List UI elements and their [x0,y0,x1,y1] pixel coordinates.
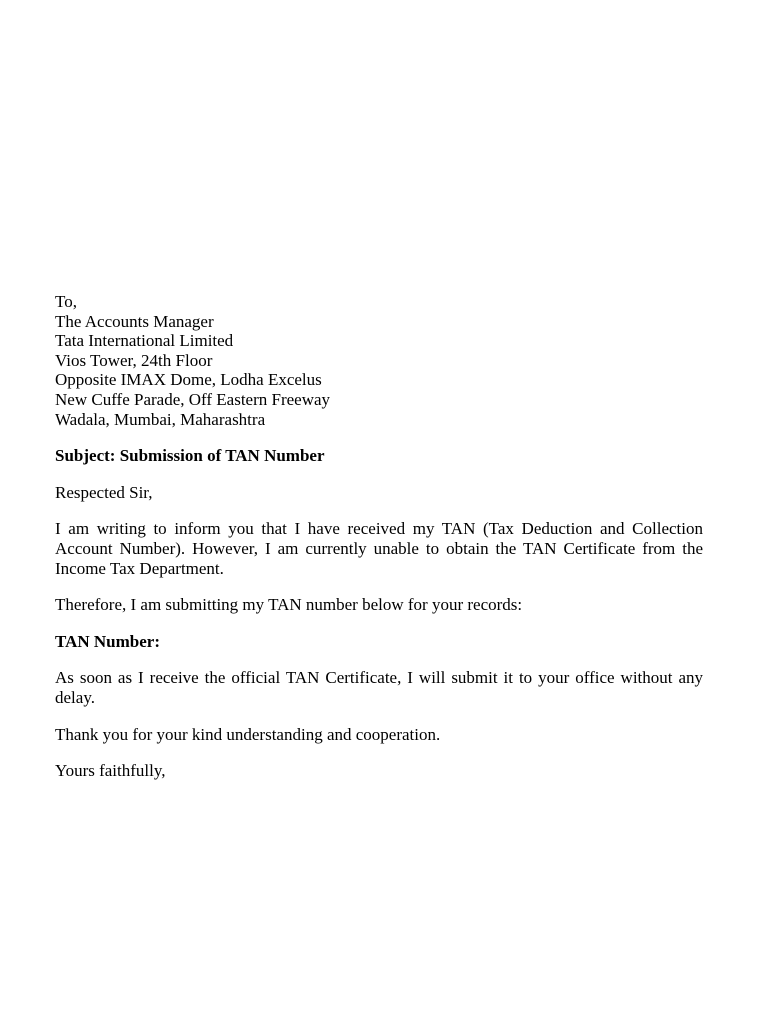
recipient-address [55,292,703,429]
body-paragraph-1: I am writing to inform you that I have received my TAN (Tax Deduction and Collection Account Number). However, I am currently unable to obtain the TAN Certificate from the Income Tax Department. [55,519,703,578]
body-paragraph-3: As soon as I receive the official TAN Certificate, I will submit it to your office without any delay. [55,668,703,707]
address-line: New Cuffe Parade, Off Eastern Freeway [55,389,331,409]
address-line: Opposite IMAX Dome, Lodha Excelus [55,370,322,390]
address-line: Vios Tower, 24th Floor [55,350,213,370]
address-to: To, [55,292,77,311]
body-paragraph-4: Thank you for your kind understanding and cooperation. [55,724,441,744]
letter-page [55,292,703,781]
address-line: Wadala, Mumbai, Maharashtra [55,409,266,429]
salutation: Respected Sir, [55,482,153,502]
letter-subject: Subject: Submission of TAN Number [55,446,325,466]
closing-line: Yours faithfully, [55,761,166,781]
address-line: The Accounts Manager [55,311,214,331]
body-paragraph-2: Therefore, I am submitting my TAN number below for your records: [55,595,523,615]
address-line: Tata International Limited [55,331,234,351]
tan-number-label: TAN Number: [55,631,160,651]
